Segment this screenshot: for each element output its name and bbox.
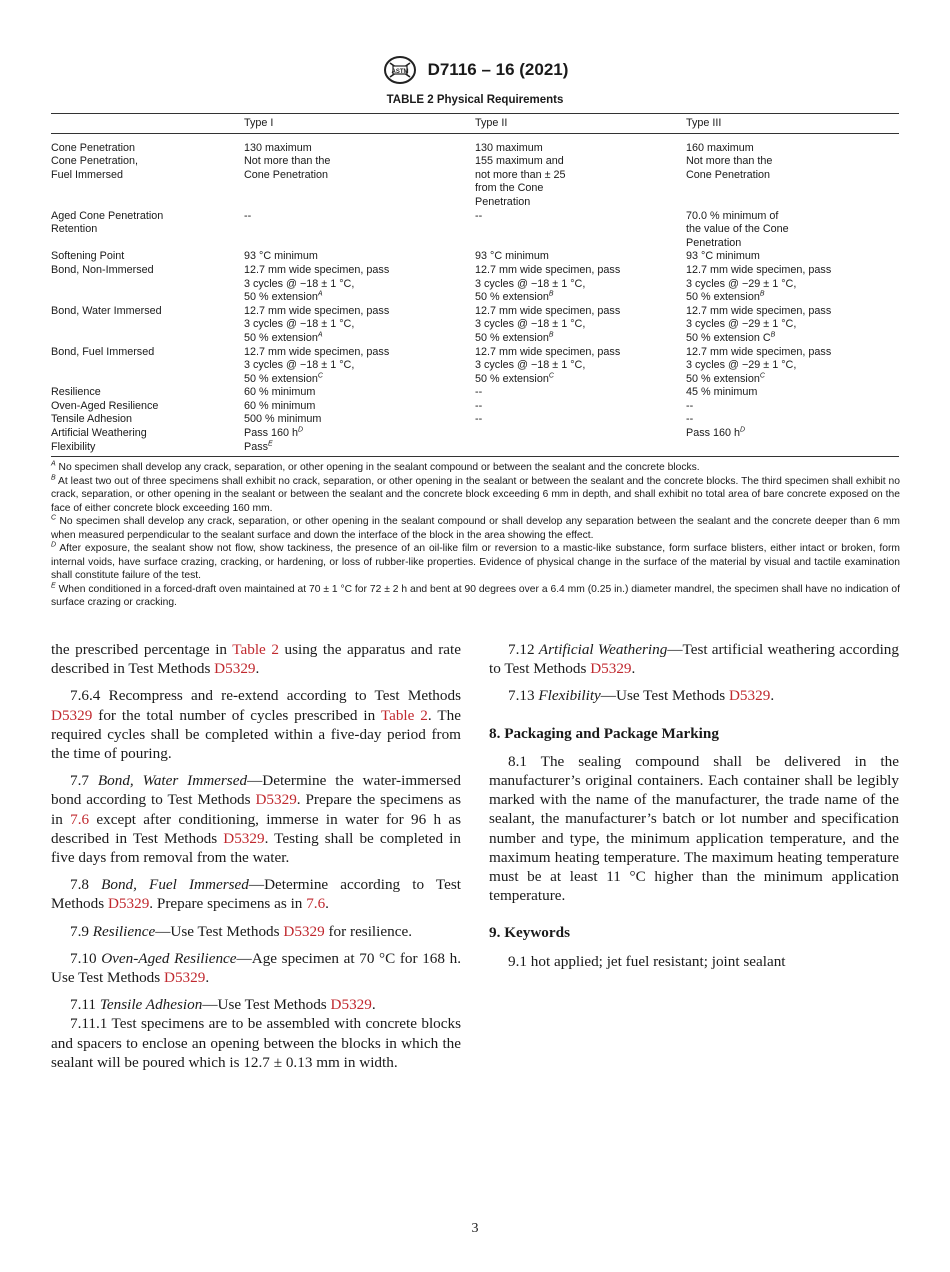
table-cell: 93 °C minimum: [244, 250, 318, 263]
footnote-mark: D: [298, 426, 304, 434]
table-row: [51, 346, 899, 387]
page-header: [0, 55, 950, 85]
row-label-cell: Softening Point: [51, 250, 125, 263]
d5329-link[interactable]: D5329: [590, 660, 632, 678]
row-label-cell: Bond, Water Immersed: [51, 304, 162, 317]
table-2-link[interactable]: Table 2: [380, 706, 428, 724]
table-cell: 12.7 mm wide specimen, pass 3 cycles @ −29 ± 1 °C, 50 % extension$^C$: [686, 345, 832, 385]
table-cell: --: [475, 209, 483, 222]
paragraph-7-7: 7.7 Bond, Water Immersed—Determine the water-immersed bond according to Test Methods D5329. Prepare the specimens as in 7.6 except after conditioning, immerse in water for 96 h as described in Test Methods D5329. Testing shall be completed in five days from removal from the water.: [51, 772, 462, 867]
table-row: [51, 386, 899, 400]
footnote-mark: B: [548, 331, 554, 339]
row-label-cell: Bond, Non-Immersed: [51, 263, 154, 276]
table-cell: Pass$^E$: [244, 441, 475, 457]
footnote-mark: E: [268, 440, 273, 448]
footnote: $^B$ At least two out of three specimens shall exhibit no crack, separation, or other opening in the sealant or between the sealant and the concrete blocks. The third specimen shall exhibit no crack, separation, or other opening in the sealant or between the sealant and the concrete block exceeding 6 mm in depth, and shall exhibit no total area of bare concrete exposed on the face of either concrete block exceeding 160 mm.: [51, 474, 900, 514]
footnote-mark: B: [548, 290, 554, 298]
table-cell: 93 °C minimum: [686, 250, 760, 263]
table-cell: --: [244, 209, 252, 222]
table-cell: Not more than the Cone Penetration: [244, 155, 331, 181]
table-header-cell: Type I: [244, 114, 475, 134]
row-label-cell: Oven-Aged Resilience: [51, 399, 159, 412]
table-row: [51, 264, 899, 305]
section-7-6-link[interactable]: 7.6: [70, 810, 90, 828]
footnote-mark: A: [317, 331, 323, 339]
table-row: [51, 427, 899, 441]
right-column: [489, 640, 899, 979]
d5329-link[interactable]: D5329: [163, 969, 206, 987]
table-cell: 12.7 mm wide specimen, pass 3 cycles @ −18 ± 1 °C, 50 % extension$^C$: [475, 345, 621, 385]
table-cell: 60 % minimum: [244, 386, 316, 399]
table-cell: --: [475, 386, 483, 399]
table-cell: --: [686, 413, 694, 426]
table-cell: 12.7 mm wide specimen, pass 3 cycles @ −18 ± 1 °C, 50 % extension$^A$: [244, 304, 390, 344]
table-cell: 160 maximum: [686, 141, 754, 154]
page-number: 3: [471, 1221, 479, 1236]
row-label-cell: Aged Cone Penetration Retention: [51, 209, 164, 236]
paragraph-7-8: 7.8 Bond, Fuel Immersed—Determine according to Test Methods D5329. Prepare specimens as in 7.6.: [51, 876, 461, 913]
table-cell: --: [475, 413, 483, 426]
paragraph-7-11-1: 7.11.1 Test specimens are to be assembled with concrete blocks and spacers to enclose an opening between the blocks in which the sealant will be poured which is 12.7 ± 0.13 mm in width.: [51, 1015, 461, 1071]
row-label-cell: Bond, Fuel Immersed: [51, 345, 155, 358]
table-cell: 130 maximum: [244, 141, 312, 154]
row-label-cell: Resilience: [51, 386, 101, 399]
table-header-row: [51, 114, 899, 134]
paragraph-7-6-4: 7.6.4 Recompress and re-extend according to Test Methods D5329 for the total number of cycles prescribed in Table 2. The required cycles shall be completed within a five-day period from the time of pouring.: [51, 687, 461, 763]
paragraph-7-11: 7.11 Tensile Adhesion—Use Test Methods D5329.: [70, 996, 376, 1014]
row-label-cell: Cone Penetration, Fuel Immersed: [51, 155, 139, 181]
table-cell: 12.7 mm wide specimen, pass 3 cycles @ −29 ± 1 °C, 50 % extension$^B$: [686, 263, 832, 304]
table-cell: --: [475, 399, 483, 412]
table-cell: 12.7 mm wide specimen, pass 3 cycles @ −18 ± 1 °C, 50 % extension$^C$: [244, 345, 390, 385]
table-cell: 155 maximum and not more than ± 25 from the Cone Penetration: [475, 155, 566, 208]
row-label-cell: Flexibility: [51, 441, 244, 457]
table-header-cell: [51, 114, 244, 134]
footnote: $^C$ No specimen shall develop any crack, separation, or other opening in the sealant compound or shall develop any separation between the sealant and the concrete deeper than 6 mm when measured perpendicular to the sealant surface and down the interface of the block in the area showing the effect.: [51, 514, 900, 541]
table-cell: Not more than the Cone Penetration: [686, 155, 773, 181]
paragraph-7-10: 7.10 Oven-Aged Resilience—Age specimen at 70 °C for 168 h. Use Test Methods D5329.: [51, 949, 461, 987]
footnote-mark: D: [740, 426, 746, 434]
footnote: $^E$ When conditioned in a forced-draft oven maintained at 70 ± 1 °C for 72 ± 2 h and bent at 90 degrees over a 6.4 mm (0.25 in.) diameter mandrel, the specimen shall have no indication of surface crazing or cracking.: [51, 582, 900, 608]
table-row: [51, 441, 899, 457]
footnote: $^A$ No specimen shall develop any crack, separation, or other opening in the sealant compound or between the sealant and the concrete blocks.: [51, 460, 700, 473]
table-cell: 93 °C minimum: [475, 250, 549, 263]
table-cell: 12.7 mm wide specimen, pass 3 cycles @ −18 ± 1 °C, 50 % extension$^A$: [244, 263, 390, 304]
left-column: [51, 640, 461, 1080]
table-cell: [475, 441, 686, 457]
section-7-6-link[interactable]: 7.6: [306, 895, 326, 913]
paragraph: the prescribed percentage in Table 2 using the apparatus and rate described in Test Methods D5329.: [51, 641, 461, 678]
table-cell: 60 % minimum: [244, 399, 316, 412]
physical-requirements-table: [51, 113, 899, 457]
table-cell: Pass 160 $h^D$: [244, 426, 304, 440]
row-label-cell: Cone Penetration: [51, 141, 136, 154]
table-cell: 12.7 mm wide specimen, pass 3 cycles @ −18 ± 1 °C, 50 % extension$^B$: [475, 263, 621, 304]
table-cell: 12.7 mm wide specimen, pass 3 cycles @ −18 ± 1 °C, 50 % extension$^B$: [475, 304, 621, 344]
table-row: [51, 133, 899, 155]
table-cell: [686, 441, 899, 457]
d5329-link[interactable]: D5329: [330, 996, 372, 1014]
footnote-mark: C: [317, 372, 323, 380]
table-footnotes: [51, 461, 900, 610]
footnote-mark: A: [317, 290, 323, 298]
table-cell: Pass 160 $h^D$: [686, 426, 746, 440]
d5329-link[interactable]: D5329: [214, 660, 256, 678]
footnote-mark: B: [770, 331, 776, 339]
section-heading-8: 8. Packaging and Package Marking: [489, 724, 719, 742]
paragraph-9-1: 9.1 hot applied; jet fuel resistant; joint sealant: [508, 952, 786, 970]
footnote: $^D$ After exposure, the sealant show not flow, show tackiness, the presence of an oil-like film or reversion to a mastic-like substance, form surface blisters, either intact or broken, form internal voids, have surface crazing, cracking, or hardening, or loss of rubber-like properties. Evidence of physical change in the surface of the material by visual and tactile examination shall constitute failure of the test.: [51, 541, 900, 581]
footnote-mark: C: [548, 372, 554, 380]
table-2-link[interactable]: Table 2: [232, 641, 279, 658]
table-cell: --: [686, 399, 694, 412]
d5329-link[interactable]: D5329: [51, 706, 93, 724]
table-cell: 45 % minimum: [686, 386, 758, 399]
table-header-cell: Type II: [475, 114, 686, 134]
d5329-link[interactable]: D5329: [107, 895, 150, 913]
d5329-link[interactable]: D5329: [255, 791, 297, 809]
table-cell: 500 % minimum: [244, 413, 322, 426]
table-cell: 70.0 % minimum of the value of the Cone Penetration: [686, 209, 789, 249]
table-row: [51, 210, 899, 251]
row-label-cell: Tensile Adhesion: [51, 413, 133, 426]
section-heading-9: 9. Keywords: [489, 924, 570, 942]
paragraph-7-13: 7.13 Flexibility—Use Test Methods D5329.: [508, 687, 775, 705]
table-cell: [475, 427, 686, 441]
footnote-mark: C: [759, 372, 765, 380]
logo-text: ASTM: [391, 69, 409, 75]
table-row: [51, 413, 899, 427]
d5329-link[interactable]: D5329: [283, 922, 325, 940]
table-cell: 130 maximum: [475, 141, 543, 154]
row-label-cell: Artificial Weathering: [51, 427, 147, 440]
astm-logo-icon: [382, 55, 418, 85]
table-header-cell: Type III: [686, 114, 899, 134]
d5329-link[interactable]: D5329: [223, 829, 265, 847]
table-row: [51, 155, 899, 209]
paragraph-7-9: 7.9 Resilience—Use Test Methods D5329 for resilience.: [70, 922, 412, 940]
table-row: [51, 250, 899, 264]
table-row: [51, 305, 899, 346]
footnote-mark: B: [759, 290, 765, 298]
table-row: [51, 400, 899, 414]
d5329-link[interactable]: D5329: [728, 687, 771, 705]
paragraph-8-1: 8.1 The sealing compound shall be delivered in the manufacturer’s original containers. Each container shall be legibly marked with the name of the manufacturer, the trade name of the sealant, the manufacturer’s batch or lot number and specification number and type, the minimum application temperature, and the maximum heating temperature. The maximum heating temperature must be at least 11 °C higher than the minimum application temperature.: [489, 752, 899, 905]
table-body: [51, 133, 899, 457]
table-cell: 12.7 mm wide specimen, pass 3 cycles @ −29 ± 1 °C, 50 % extension $C^B$: [686, 304, 832, 344]
designation: D7116 – 16 (2021): [427, 60, 569, 79]
paragraph-7-12: 7.12 Artificial Weathering—Test artificial weathering according to Test Methods D5329.: [489, 641, 899, 678]
table-title: TABLE 2 Physical Requirements: [386, 94, 564, 106]
